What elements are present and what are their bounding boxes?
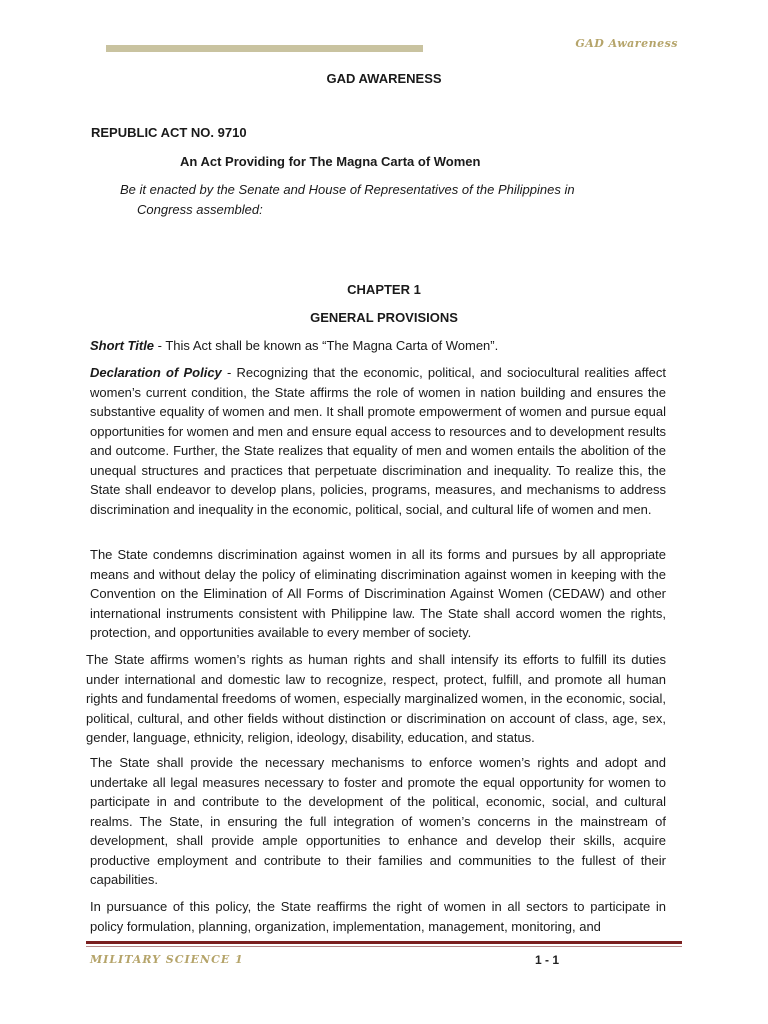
- header-running-title: GAD Awareness: [575, 37, 678, 50]
- header-decorative-bar: [106, 45, 423, 52]
- enacting-clause-line-2: Congress assembled:: [137, 202, 263, 217]
- declaration-paragraph: [90, 363, 666, 519]
- condemns-paragraph: The State condemns discrimination against women in all its forms and pursues by all appropriate means and without delay the policy of eliminating discrimination against women in keeping with the Convention on the Elimination of All Forms of Discrimination Against Women (CEDAW) and other international instruments consistent with Philippine law. The State shall accord women the rights, protection, and opportunities available to every member of society.: [90, 547, 666, 640]
- enacting-clause-line-1: Be it enacted by the Senate and House of Representatives of the Philippines in: [120, 182, 575, 197]
- document-title: GAD AWARENESS: [326, 71, 442, 86]
- chapter-title: GENERAL PROVISIONS: [310, 310, 458, 325]
- chapter-heading: CHAPTER 1: [347, 282, 421, 297]
- republic-act-number: REPUBLIC ACT NO. 9710: [91, 125, 247, 140]
- provide-mechanisms-paragraph: The State shall provide the necessary mechanisms to enforce women’s rights and adopt and undertake all legal measures necessary to foster and promote the equal opportunity for women to participate in and contribute to the development of the political, economic, social, and cultural realms. The State, in ensuring the full integration of women’s concerns in the mainstream of development, shall provide ample opportunities to enhance and develop their skills, acquire productive employment and contribute to their families and communities to the fullest of their capabilities.: [90, 755, 666, 887]
- affirms-paragraph: The State affirms women’s rights as human rights and shall intensify its efforts to fulfill its duties under international and domestic law to recognize, respect, protect, fulfill, and promote all human rights and fundamental freedoms of women, especially marginalized women, in the economic, social, political, cultural, and other fields without distinction or discrimination on account of class, age, sex, gender, language, ethnicity, religion, ideology, disability, education, and status.: [86, 652, 666, 745]
- short-title-paragraph: [90, 336, 666, 356]
- act-title: An Act Providing for The Magna Carta of Women: [180, 154, 481, 169]
- footer-page-number: 1 - 1: [535, 953, 560, 967]
- short-title-text: - This Act shall be known as “The Magna Carta of Women”.: [154, 338, 499, 353]
- footer-rule-thin: [86, 946, 682, 947]
- footer-rule: [86, 941, 682, 944]
- footer-course-title: MILITARY SCIENCE 1: [90, 953, 244, 966]
- pursuance-paragraph: In pursuance of this policy, the State reaffirms the right of women in all sectors to participate in policy formulation, planning, organization, implementation, management, monitoring, and: [90, 899, 666, 934]
- short-title-label: Short Title: [90, 338, 155, 353]
- declaration-label: Declaration of Policy: [90, 365, 222, 380]
- declaration-text: - Recognizing that the economic, political, and sociocultural realities affect women’s current condition, the State affirms the role of women in nation building and ensures the substantive equality of women and men. It shall promote empowerment of women and pursue equal opportunities for women and men and ensure equal access to resources and to development results and outcome. Further, the State realizes that equality of men and women entails the abolition of the unequal structures and practices that perpetuate discrimination and inequality. To realize this, the State shall endeavor to develop plans, policies, programs, measures, and mechanisms to address discrimination and inequality in the economic, political, social, and cultural life of women and men.: [90, 365, 666, 517]
- enacting-clause: [120, 180, 666, 220]
